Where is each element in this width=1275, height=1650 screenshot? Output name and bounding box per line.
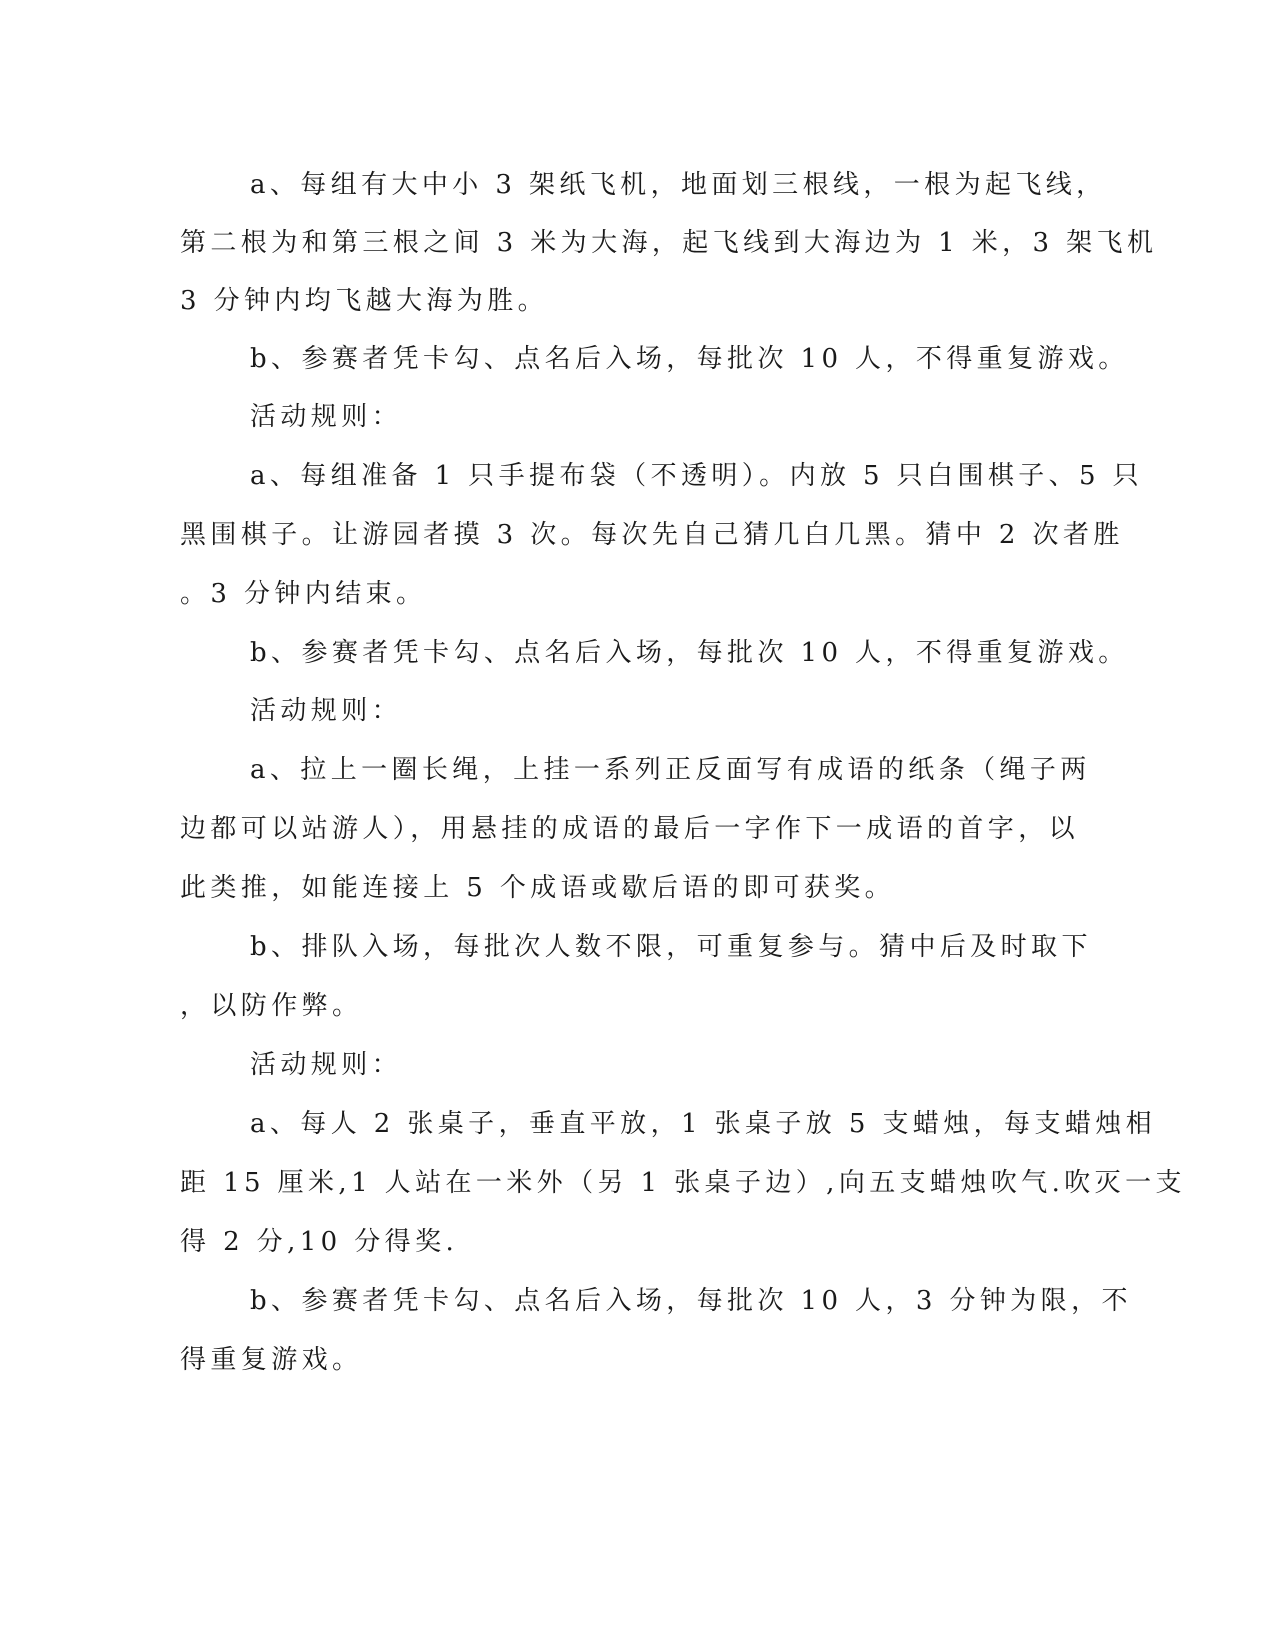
section-heading: 活动规则：: [250, 696, 403, 726]
text-line: 3 分钟内均飞越大海为胜。: [180, 286, 549, 316]
text-line: b、参赛者凭卡勾、点名后入场，每批次 10 人，不得重复游戏。: [250, 638, 1129, 668]
section-heading: 活动规则：: [250, 402, 403, 432]
text-line: 距 15 厘米,1 人站在一米外（另 1 张桌子边）,向五支蜡烛吹气.吹灭一支: [180, 1168, 1186, 1198]
text-line: 此类推，如能连接上 5 个成语或歇后语的即可获奖。: [180, 873, 896, 903]
text-line: 第二根为和第三根之间 3 米为大海，起飞线到大海边为 1 米，3 架飞机: [180, 228, 1158, 258]
text-line: ，以防作弊。: [180, 991, 363, 1021]
text-line: a、每人 2 张桌子，垂直平放，1 张桌子放 5 支蜡烛，每支蜡烛相: [250, 1109, 1157, 1139]
text-line: 得 2 分,10 分得奖.: [180, 1227, 459, 1257]
text-line: b、参赛者凭卡勾、点名后入场，每批次 10 人，3 分钟为限，不: [250, 1286, 1132, 1316]
text-line: b、排队入场，每批次人数不限，可重复参与。猜中后及时取下: [250, 932, 1092, 962]
text-line: a、拉上一圈长绳，上挂一系列正反面写有成语的纸条（绳子两: [250, 755, 1091, 785]
text-line: a、每组准备 1 只手提布袋（不透明）。内放 5 只白围棋子、5 只: [250, 461, 1144, 491]
section-heading: 活动规则：: [250, 1050, 403, 1080]
text-line: 。3 分钟内结束。: [180, 579, 427, 609]
text-line: 得重复游戏。: [180, 1345, 363, 1375]
text-line: 黑围棋子。让游园者摸 3 次。每次先自己猜几白几黑。猜中 2 次者胜: [180, 520, 1124, 550]
text-line: 边都可以站游人），用悬挂的成语的最后一字作下一成语的首字，以: [180, 814, 1080, 844]
text-line: b、参赛者凭卡勾、点名后入场，每批次 10 人，不得重复游戏。: [250, 344, 1129, 374]
text-line: a、每组有大中小 3 架纸飞机，地面划三根线，一根为起飞线，: [250, 170, 1107, 200]
